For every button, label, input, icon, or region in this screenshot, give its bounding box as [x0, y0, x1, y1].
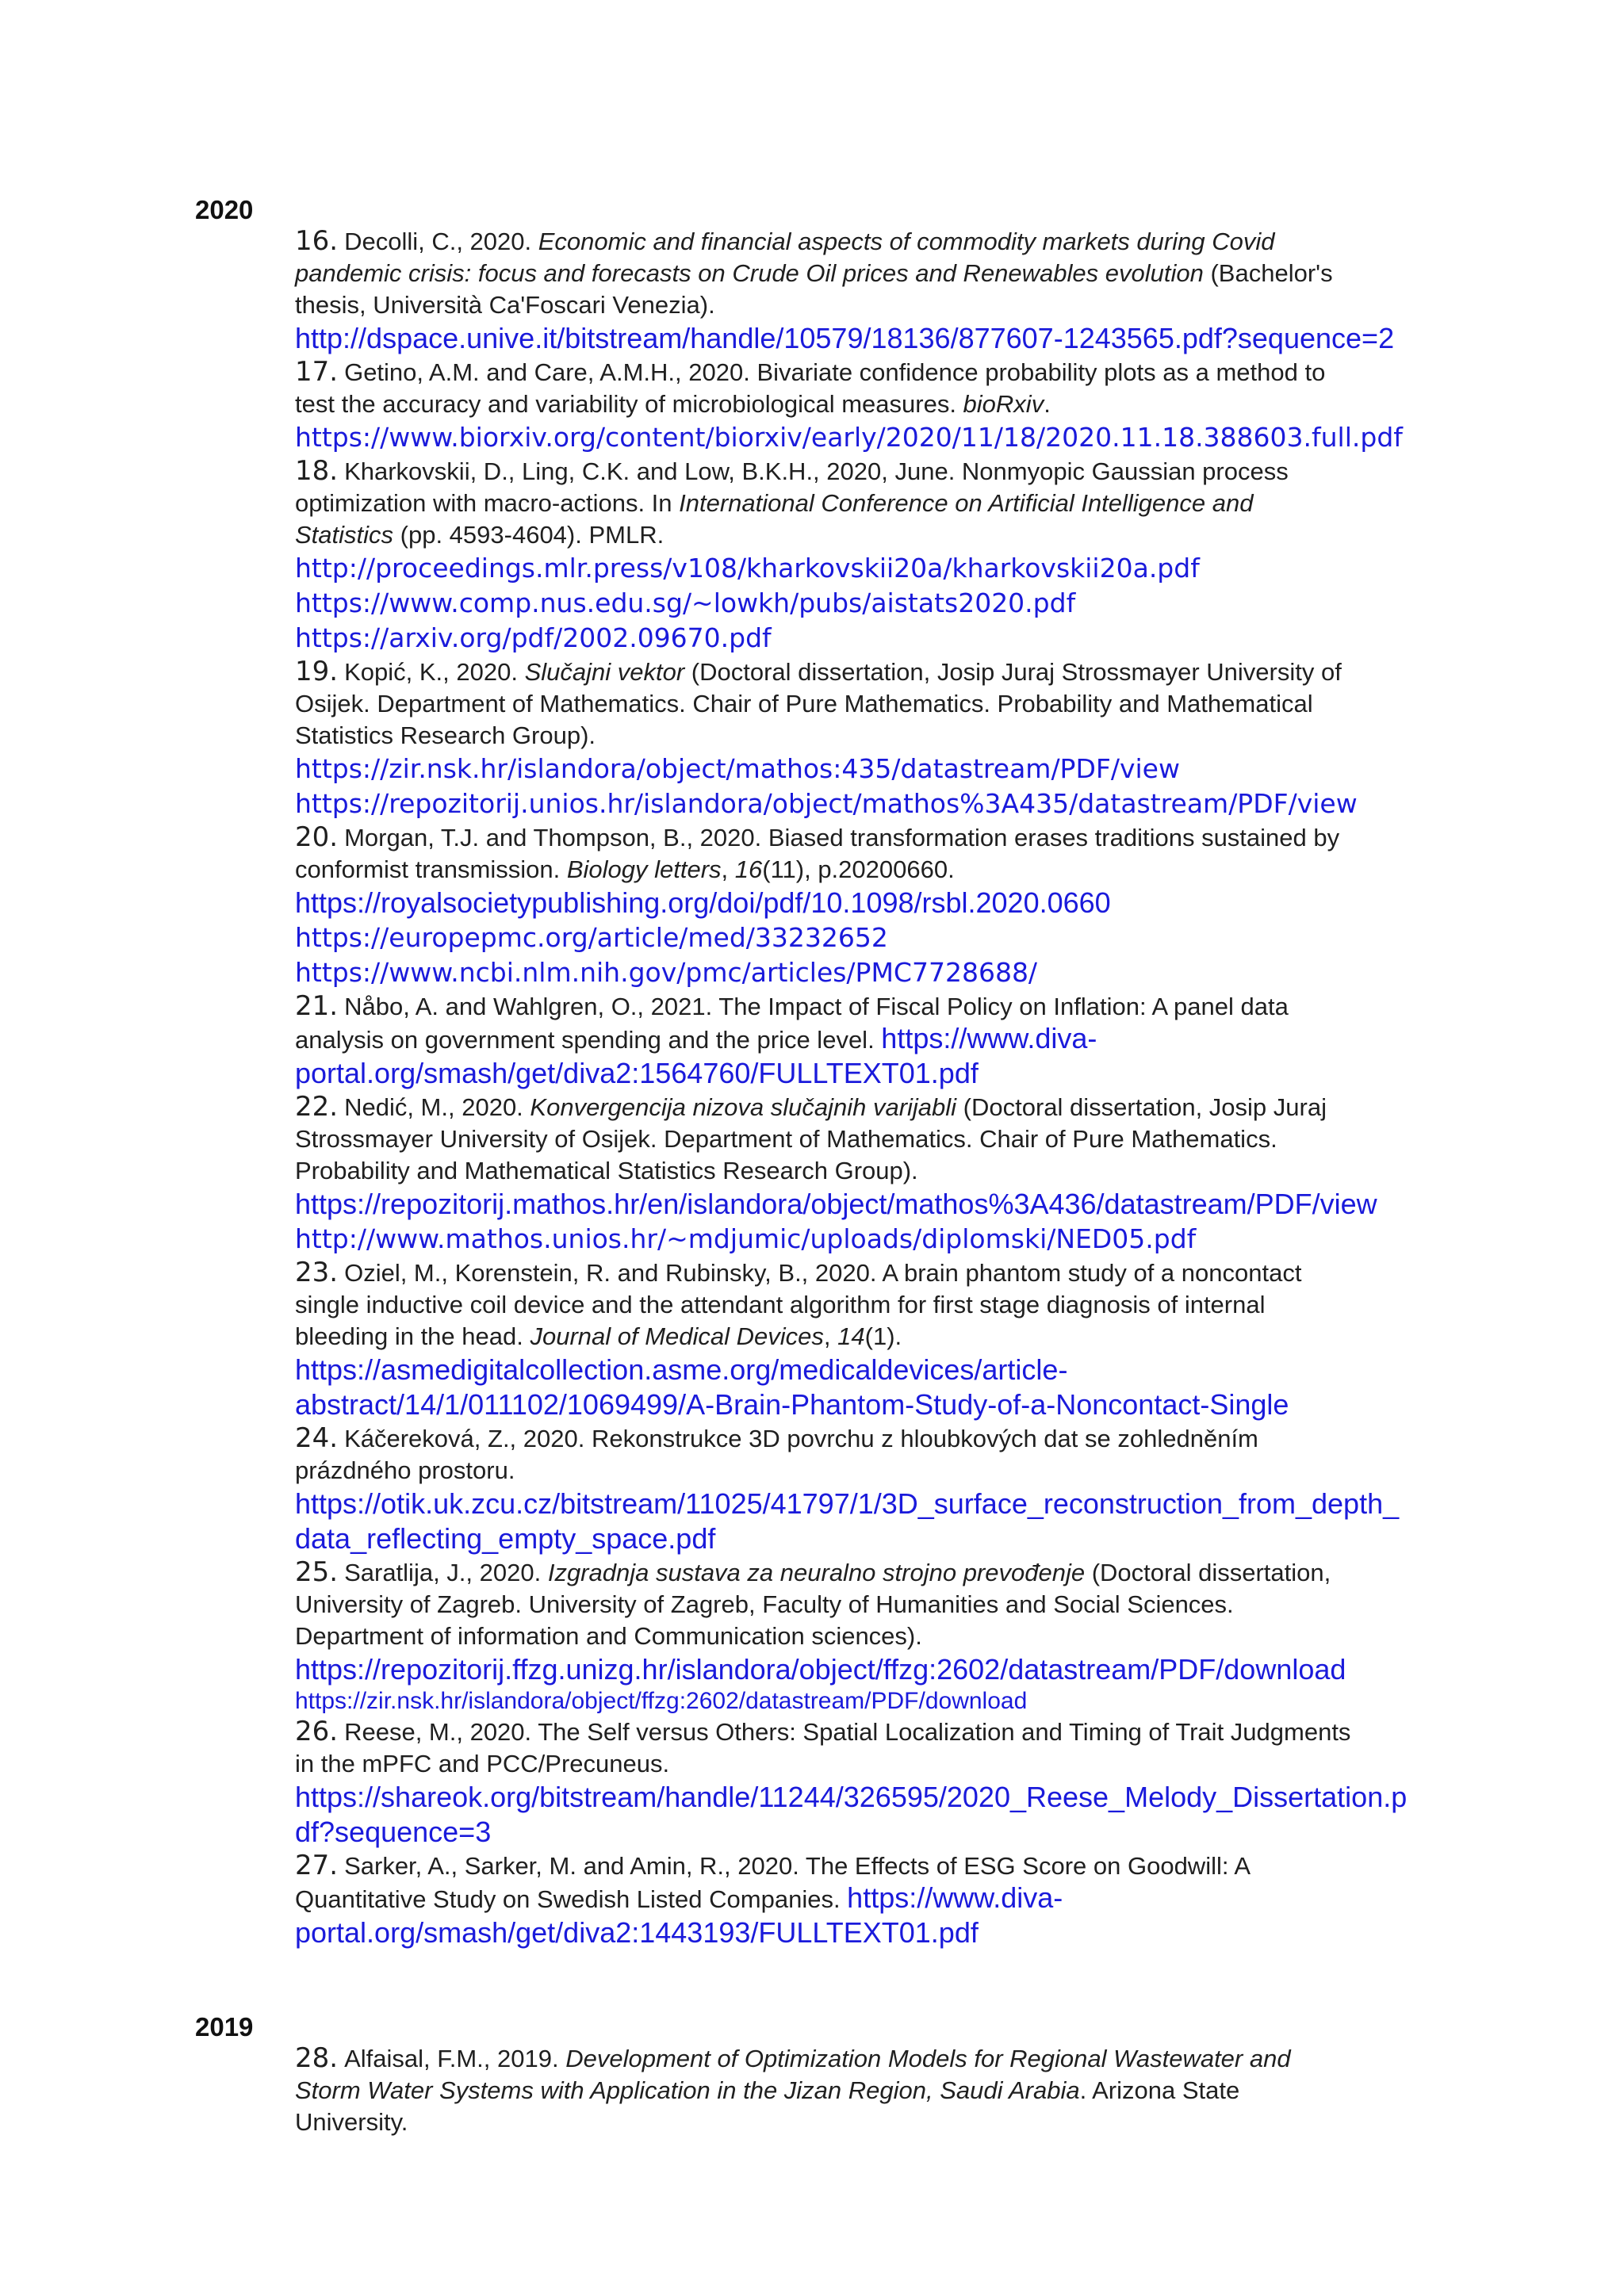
reference-number: 23. [295, 1257, 339, 1288]
reference-link[interactable]: abstract/14/1/011102/1069499/A-Brain-Phantom-Study-of-a-Noncontact-Single [295, 1388, 1289, 1421]
reference-number: 19. [295, 656, 339, 687]
reference-number: 26. [295, 1716, 339, 1747]
reference-23: 23. Oziel, M., Korenstein, R. and Rubinsky, B., 2020. A brain phantom study of a noncontact single inductive coil device and the attendant algorithm for first stage diagnosis of internal bleeding in the head. Journal of Medical Devices, 14(1). https://asmedigitalcollection.asme.org/medicaldevices/article- abstract/14/1/011102/1069499/A-Brain-Phantom-Study-of-a-Noncontact-Single [295, 1257, 1469, 1422]
reference-link[interactable]: https://www.diva- [881, 1022, 1097, 1054]
reference-link[interactable]: data_reflecting_empty_space.pdf [295, 1522, 716, 1555]
reference-link[interactable]: https://europepmc.org/article/med/33232652 [295, 922, 888, 953]
reference-link[interactable]: https://repozitorij.unios.hr/islandora/object/mathos%3A435/datastream/PDF/view [295, 788, 1358, 819]
section-year-2019: 2019 [195, 2012, 254, 2042]
reference-25: 25. Saratlija, J., 2020. Izgradnja sustava za neuralno strojno prevođenje (Doctoral dissertation, University of Zagreb. University of Zagreb, Faculty of Humanities and Social Sciences. Department of information and Communication sciences). https://repozitorij.ffzg.unizg.hr/islandora/object/ffzg:2602/datastream/PDF/download https://zir.nsk.hr/islandora/object/ffzg:2602/datastream/PDF/download [295, 1556, 1469, 1716]
reference-number: 18. [295, 455, 339, 487]
reference-link[interactable]: https://www.comp.nus.edu.sg/~lowkh/pubs/aistats2020.pdf [295, 587, 1076, 618]
reference-link[interactable]: https://zir.nsk.hr/islandora/object/ffzg:2602/datastream/PDF/download [295, 1688, 1028, 1714]
reference-number: 24. [295, 1422, 339, 1454]
reference-20: 20. Morgan, T.J. and Thompson, B., 2020. Biased transformation erases traditions sustained by conformist transmission. Biology letters, 16(11), p.20200660. https://royalsocietypublishing.org/doi/pdf/10.1098/rsbl.2020.0660 https://europepmc.org/article/med/33232652 https://www.ncbi.nlm.nih.gov/pmc/articles/PMC7728688/ [295, 821, 1469, 990]
reference-link[interactable]: https://www.diva- [847, 1881, 1063, 1914]
reference-number: 21. [295, 990, 339, 1022]
reference-number: 27. [295, 1850, 339, 1881]
reference-17: 17. Getino, A.M. and Care, A.M.H., 2020. Bivariate confidence probability plots as a method to test the accuracy and variability of microbiological measures. bioRxiv. https://www.biorxiv.org/content/biorxiv/early/2020/11/18/2020.11.18.388603.full.pdf [295, 356, 1469, 455]
section-year-2020: 2020 [195, 195, 254, 224]
reference-number: 16. [295, 225, 339, 257]
reference-27: 27. Sarker, A., Sarker, M. and Amin, R., 2020. The Effects of ESG Score on Goodwill: A Quantitative Study on Swedish Listed Companies. https://www.diva- portal.org/smash/get/diva2:1443193/FULLTEXT01.pdf [295, 1850, 1469, 1950]
reference-link[interactable]: https://www.ncbi.nlm.nih.gov/pmc/articles/PMC7728688/ [295, 957, 1038, 988]
reference-28: 28. Alfaisal, F.M., 2019. Development of Optimization Models for Regional Wastewater and Storm Water Systems with Application in the Jizan Region, Saudi Arabia. Arizona State University. [295, 2042, 1291, 2136]
reference-link[interactable]: http://proceedings.mlr.press/v108/kharkovskii20a/kharkovskii20a.pdf [295, 553, 1200, 584]
reference-number: 28. [295, 2042, 339, 2074]
reference-link[interactable]: https://repozitorij.ffzg.unizg.hr/islandora/object/ffzg:2602/datastream/PDF/download [295, 1653, 1346, 1686]
reference-24: 24. Káčereková, Z., 2020. Rekonstrukce 3D povrchu z hloubkových dat se zohledněním prázdného prostoru. https://otik.uk.zcu.cz/bitstream/11025/41797/1/3D_surface_reconstruction_from_depth_ data_reflecting_empty_space.pdf [295, 1422, 1469, 1556]
reference-link[interactable]: portal.org/smash/get/diva2:1443193/FULLTEXT01.pdf [295, 1916, 979, 1949]
reference-link[interactable]: https://zir.nsk.hr/islandora/object/mathos:435/datastream/PDF/view [295, 753, 1180, 784]
reference-link[interactable]: https://otik.uk.zcu.cz/bitstream/11025/41797/1/3D_surface_reconstruction_from_depth_ [295, 1487, 1400, 1520]
reference-link[interactable]: https://www.biorxiv.org/content/biorxiv/early/2020/11/18/2020.11.18.388603.full.pdf [295, 422, 1403, 453]
reference-link[interactable]: https://royalsocietypublishing.org/doi/pdf/10.1098/rsbl.2020.0660 [295, 886, 1111, 919]
reference-link[interactable]: portal.org/smash/get/diva2:1564760/FULLTEXT01.pdf [295, 1057, 979, 1089]
reference-16: 16. Decolli, C., 2020. Economic and financial aspects of commodity markets during Covid pandemic crisis: focus and forecasts on Crude Oil prices and Renewables evolution (Bachelor's thesis, Università Ca'Foscari Venezia). http://dspace.unive.it/bitstream/handle/10579/18136/877607-1243565.pdf?sequence=2 [295, 225, 1469, 356]
references-2019 [295, 2042, 1469, 2138]
reference-26: 26. Reese, M., 2020. The Self versus Others: Spatial Localization and Timing of Trait Judgments in the mPFC and PCC/Precuneus. https://shareok.org/bitstream/handle/11244/326595/2020_Reese_Melody_Dissertation.p df?sequence=3 [295, 1716, 1469, 1850]
reference-21: 21. Nåbo, A. and Wahlgren, O., 2021. The Impact of Fiscal Policy on Inflation: A panel data analysis on government spending and the price level. https://www.diva- portal.org/smash/get/diva2:1564760/FULLTEXT01.pdf [295, 990, 1469, 1091]
reference-number: 20. [295, 821, 339, 853]
reference-19: 19. Kopić, K., 2020. Slučajni vektor (Doctoral dissertation, Josip Juraj Strossmayer University of Osijek. Department of Mathematics. Chair of Pure Mathematics. Probability and Mathematical Statistics Research Group). https://zir.nsk.hr/islandora/object/mathos:435/datastream/PDF/view https://repozitorij.unios.hr/islandora/object/mathos%3A435/datastream/PDF/view [295, 656, 1469, 821]
reference-18: 18. Kharkovskii, D., Ling, C.K. and Low, B.K.H., 2020, June. Nonmyopic Gaussian process optimization with macro-actions. In International Conference on Artificial Intelligence and Statistics (pp. 4593-4604). PMLR. http://proceedings.mlr.press/v108/kharkovskii20a/kharkovskii20a.pdf https://www.comp.nus.edu.sg/~lowkh/pubs/aistats2020.pdf https://arxiv.org/pdf/2002.09670.pdf [295, 455, 1469, 656]
reference-number: 25. [295, 1556, 339, 1588]
references-2020 [295, 225, 1469, 1950]
reference-link[interactable]: https://arxiv.org/pdf/2002.09670.pdf [295, 622, 772, 653]
reference-link[interactable]: https://shareok.org/bitstream/handle/11244/326595/2020_Reese_Melody_Dissertation.p [295, 1781, 1408, 1813]
reference-22: 22. Nedić, M., 2020. Konvergencija nizova slučajnih varijabli (Doctoral dissertation, Josip Juraj Strossmayer University of Osijek. Department of Mathematics. Chair of Pure Mathematics. Probability and Mathematical Statistics Research Group). https://repozitorij.mathos.hr/en/islandora/object/mathos%3A436/datastream/PDF/view http://www.mathos.unios.hr/~mdjumic/uploads/diplomski/NED05.pdf [295, 1091, 1469, 1257]
reference-link[interactable]: http://www.mathos.unios.hr/~mdjumic/uploads/diplomski/NED05.pdf [295, 1223, 1197, 1254]
reference-number: 22. [295, 1091, 339, 1123]
reference-link[interactable]: http://dspace.unive.it/bitstream/handle/10579/18136/877607-1243565.pdf?sequence=2 [295, 322, 1395, 354]
reference-link[interactable]: df?sequence=3 [295, 1816, 492, 1848]
reference-number: 17. [295, 356, 339, 388]
reference-link[interactable]: https://asmedigitalcollection.asme.org/medicaldevices/article- [295, 1353, 1068, 1386]
reference-link[interactable]: https://repozitorij.mathos.hr/en/islandora/object/mathos%3A436/datastream/PDF/view [295, 1188, 1377, 1220]
